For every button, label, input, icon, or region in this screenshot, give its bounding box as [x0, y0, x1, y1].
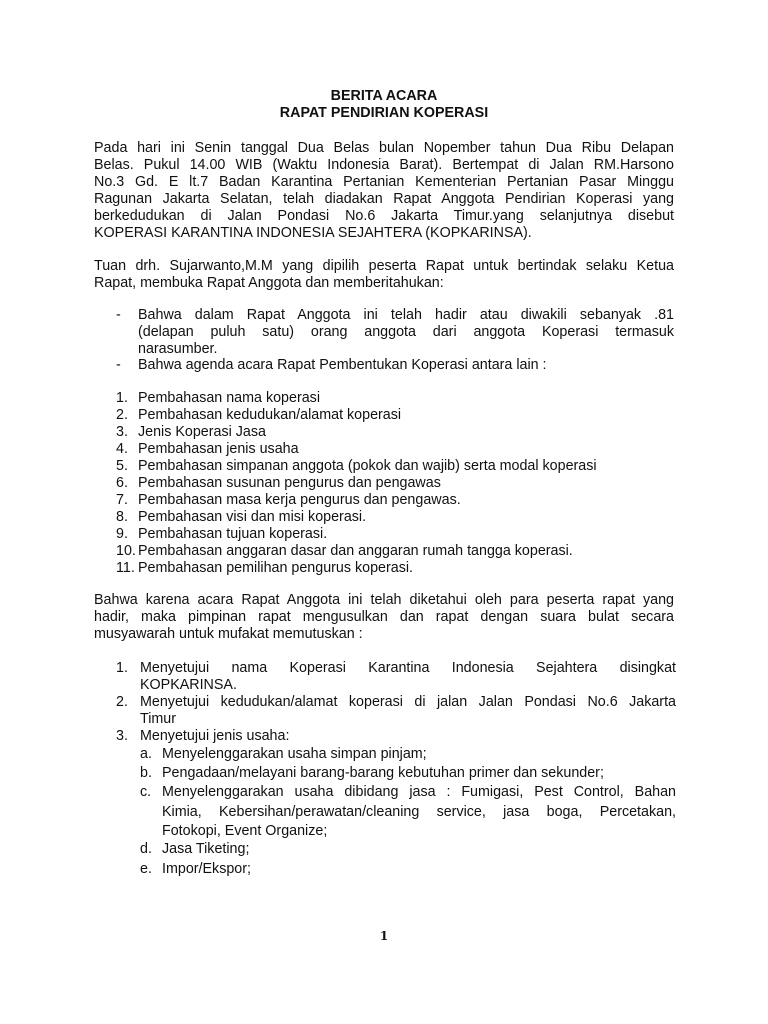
- agenda-text: Pembahasan susunan pengurus dan pengawas: [138, 475, 441, 491]
- document-title: BERITA ACARA: [330, 88, 438, 104]
- decision-line: Timur: [140, 710, 177, 727]
- document-subtitle: RAPAT PENDIRIAN KOPERASI: [279, 105, 489, 121]
- agenda-item: [116, 424, 676, 441]
- agenda-text: Pembahasan simpanan anggota (pokok dan wajib) serta modal koperasi: [138, 458, 597, 474]
- business-line: Kimia, Kebersihan/perawatan/cleaning service, jasa boga, Percetakan,: [162, 803, 676, 820]
- agenda-item: [116, 543, 676, 560]
- agenda-number: 7.: [116, 492, 128, 508]
- business-text: Pengadaan/melayani barang-barang kebutuhan primer dan sekunder;: [162, 765, 604, 781]
- agenda-text: Pembahasan visi dan misi koperasi.: [138, 509, 367, 525]
- agenda-item: [116, 526, 676, 543]
- agenda-item: [116, 475, 676, 492]
- dash-marker: -: [116, 307, 121, 323]
- decision-text: [140, 660, 676, 694]
- business-item: [140, 783, 676, 841]
- agenda-number: 1.: [116, 390, 128, 406]
- business-text: Menyelenggarakan usaha simpan pinjam;: [162, 746, 427, 762]
- agenda-item: [116, 560, 676, 577]
- decision-text: Menyetujui jenis usaha:: [140, 728, 290, 744]
- agenda-number: 11.: [116, 560, 135, 576]
- agenda-text: Pembahasan kedudukan/alamat koperasi: [138, 407, 402, 423]
- agenda-number: 10.: [116, 543, 136, 559]
- opening-line: No.3 Gd. E lt.7 Badan Karantina Pertanian Kementerian Pertanian Pasar Minggu: [94, 173, 674, 190]
- agenda-number: 8.: [116, 509, 128, 525]
- agenda-number: 9.: [116, 526, 128, 542]
- business-item: [140, 764, 676, 782]
- chair-paragraph: [94, 258, 674, 292]
- business-line: Menyelenggarakan usaha dibidang jasa : Fumigasi, Pest Control, Bahan: [162, 784, 676, 800]
- agenda-text: Pembahasan anggaran dasar dan anggaran rumah tangga koperasi.: [138, 543, 573, 559]
- dash-marker: -: [116, 357, 121, 373]
- decision-number: 3.: [116, 728, 128, 744]
- announcement-text: Bahwa agenda acara Rapat Pembentukan Koperasi antara lain :: [138, 357, 547, 373]
- business-text: [162, 783, 676, 842]
- decision-item: [116, 728, 676, 745]
- agenda-item: [116, 407, 676, 424]
- resolution-paragraph: [94, 592, 674, 643]
- agenda-item: [116, 458, 676, 475]
- agenda-text: Pembahasan pemilihan pengurus koperasi.: [138, 560, 413, 576]
- agenda-item: [116, 509, 676, 526]
- announcement-line: narasumber.: [138, 340, 218, 357]
- opening-line: Belas. Pukul 14.00 WIB (Waktu Indonesia Barat). Bertempat di Jalan RM.Harsono: [94, 156, 674, 173]
- decision-item: [116, 660, 676, 694]
- opening-line: Ragunan Jakarta Selatan, telah diadakan Rapat Anggota Pendirian Koperasi yang: [94, 190, 674, 207]
- announcement-item: [116, 307, 674, 358]
- business-letter: a.: [140, 746, 152, 762]
- agenda-item: [116, 492, 676, 509]
- announcement-line: Bahwa dalam Rapat Anggota ini telah hadir atau diwakili sebanyak .81: [138, 307, 674, 323]
- opening-line: Pada hari ini Senin tanggal Dua Belas bulan Nopember tahun Dua Ribu Delapan: [94, 140, 674, 156]
- opening-line: berkedudukan di Jalan Pondasi No.6 Jakarta Timur.yang selanjutnya disebut: [94, 207, 674, 224]
- business-text: Impor/Ekspor;: [162, 861, 251, 877]
- business-letter: c.: [140, 784, 152, 800]
- decision-item: [116, 694, 676, 728]
- decision-line: KOPKARINSA.: [140, 676, 237, 693]
- business-text: Jasa Tiketing;: [162, 841, 250, 857]
- agenda-number: 6.: [116, 475, 128, 491]
- agenda-number: 2.: [116, 407, 128, 423]
- business-line: Fotokopi, Event Organize;: [162, 823, 328, 839]
- business-item: [140, 745, 676, 763]
- resolution-line: Bahwa karena acara Rapat Anggota ini telah diketahui oleh para peserta rapat yang: [94, 592, 674, 608]
- chair-line: Tuan drh. Sujarwanto,M.M yang dipilih peserta Rapat untuk bertindak selaku Ketua: [94, 258, 674, 274]
- decision-line: Menyetujui nama Koperasi Karantina Indonesia Sejahtera disingkat: [140, 660, 676, 676]
- decision-line: Menyetujui kedudukan/alamat koperasi di jalan Jalan Pondasi No.6 Jakarta: [140, 694, 676, 710]
- opening-line: KOPERASI KARANTINA INDONESIA SEJAHTERA (KOPKARINSA).: [94, 224, 532, 241]
- agenda-number: 3.: [116, 424, 128, 440]
- page-number: 1: [379, 929, 389, 943]
- decision-number: 1.: [116, 660, 128, 676]
- decision-text: [140, 694, 676, 728]
- opening-paragraph: [94, 140, 674, 241]
- agenda-item: [116, 390, 676, 407]
- chair-line: Rapat, membuka Rapat Anggota dan memberitahukan:: [94, 274, 444, 291]
- agenda-text: Pembahasan masa kerja pengurus dan pengawas.: [138, 492, 461, 508]
- decision-number: 2.: [116, 694, 128, 710]
- announcement-item: [116, 357, 674, 374]
- agenda-text: Pembahasan tujuan koperasi.: [138, 526, 328, 542]
- business-item: [140, 840, 676, 858]
- agenda-text: Pembahasan jenis usaha: [138, 441, 299, 457]
- business-item: [140, 860, 676, 878]
- agenda-text: Pembahasan nama koperasi: [138, 390, 320, 406]
- business-letter: b.: [140, 765, 152, 781]
- business-letter: e.: [140, 861, 152, 877]
- agenda-item: [116, 441, 676, 458]
- business-letter: d.: [140, 841, 152, 857]
- agenda-number: 5.: [116, 458, 128, 474]
- announcement-line: (delapan puluh satu) orang anggota dari anggota Koperasi termasuk: [138, 323, 674, 340]
- agenda-number: 4.: [116, 441, 128, 457]
- resolution-line: hadir, maka pimpinan rapat mengusulkan dan rapat dengan suara bulat secara: [94, 608, 674, 625]
- announcement-text: [138, 307, 674, 358]
- agenda-text: Jenis Koperasi Jasa: [138, 424, 266, 440]
- resolution-line: musyawarah untuk mufakat memutuskan :: [94, 625, 363, 642]
